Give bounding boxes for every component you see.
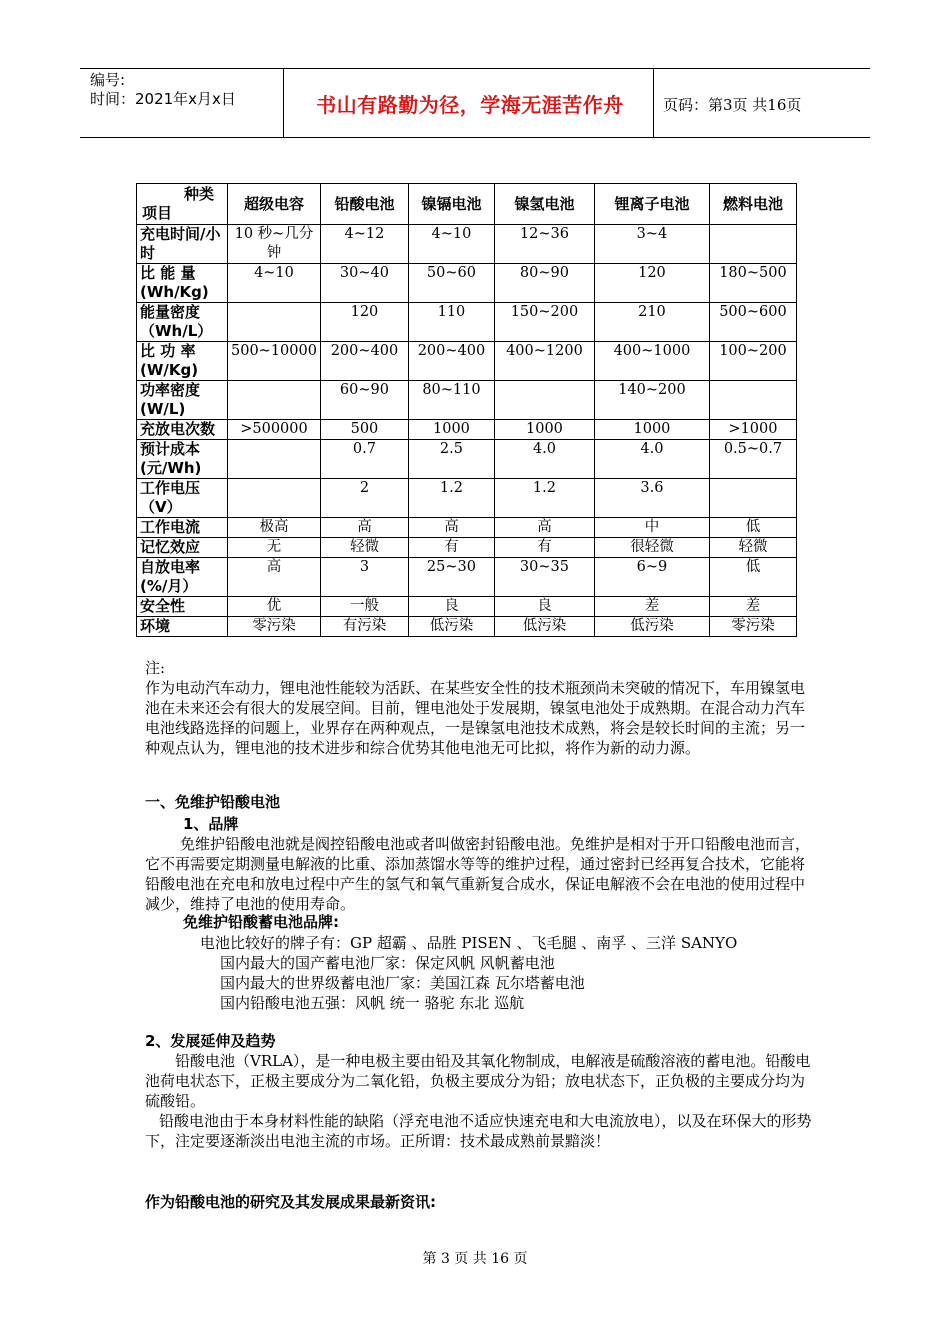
page-header — [80, 68, 870, 138]
table-cell: 500 — [320, 420, 408, 440]
row-label: 比 功 率 (W/Kg) — [137, 342, 228, 381]
table-row — [137, 538, 797, 558]
corner-top-label: 种类 — [183, 185, 214, 203]
table-cell: 25~30 — [408, 558, 494, 597]
row-label: 比 能 量 (Wh/Kg) — [137, 264, 228, 303]
table-cell: 200~400 — [320, 342, 408, 381]
column-header: 铅酸电池 — [320, 184, 408, 225]
table-cell: 低 — [709, 518, 796, 538]
table-cell: 低污染 — [594, 617, 709, 637]
column-header: 燃料电池 — [709, 184, 796, 225]
table-cell: 400~1200 — [494, 342, 594, 381]
table-row — [137, 597, 797, 617]
header-number: 编号: — [90, 71, 126, 89]
table-cell: 有 — [408, 538, 494, 558]
table-cell: 150~200 — [494, 303, 594, 342]
section-title: 一、免维护铅酸电池 — [145, 793, 281, 811]
table-cell: 极高 — [228, 518, 321, 538]
table-cell: 很轻微 — [594, 538, 709, 558]
table-cell: 有 — [494, 538, 594, 558]
table-cell: 12~36 — [494, 225, 594, 264]
table-cell: 2.5 — [408, 440, 494, 479]
table-cell — [228, 303, 321, 342]
table-cell: 轻微 — [320, 538, 408, 558]
table-cell: 500~600 — [709, 303, 796, 342]
row-label: 充放电次数 — [137, 420, 228, 440]
table-cell: 3~4 — [594, 225, 709, 264]
table-row — [137, 479, 797, 518]
section-title: 作为铅酸电池的研究及其发展成果最新资讯: — [145, 1193, 437, 1211]
table-cell: 优 — [228, 597, 321, 617]
table-cell: >1000 — [709, 420, 796, 440]
brand-line: 电池比较好的牌子有：GP 超霸 、品胜 PISEN 、飞毛腿 、南孚 、三洋 SANYO — [200, 934, 738, 952]
row-label: 环境 — [137, 617, 228, 637]
table-cell: 4~10 — [408, 225, 494, 264]
table-cell: 0.7 — [320, 440, 408, 479]
table-cell — [228, 381, 321, 420]
table-cell: 4.0 — [594, 440, 709, 479]
column-header: 锂离子电池 — [594, 184, 709, 225]
row-label: 能量密度（Wh/L） — [137, 303, 228, 342]
table-cell: 30~40 — [320, 264, 408, 303]
table-cell: 500~10000 — [228, 342, 321, 381]
table-cell: 零污染 — [709, 617, 796, 637]
table-cell: 中 — [594, 518, 709, 538]
table-header-row — [137, 184, 797, 225]
table-row — [137, 617, 797, 637]
table-cell: 1.2 — [494, 479, 594, 518]
note-label: 注: — [145, 659, 166, 677]
table-cell: 110 — [408, 303, 494, 342]
table-cell: 80~90 — [494, 264, 594, 303]
table-cell: 60~90 — [320, 381, 408, 420]
table-cell: 低污染 — [408, 617, 494, 637]
table-cell: 零污染 — [228, 617, 321, 637]
table-cell: 差 — [594, 597, 709, 617]
table-cell — [494, 381, 594, 420]
table-corner-cell — [137, 184, 228, 225]
table-cell: 3 — [320, 558, 408, 597]
table-cell: 2 — [320, 479, 408, 518]
table-cell: 一般 — [320, 597, 408, 617]
page-footer: 第 3 页 共 16 页 — [422, 1251, 528, 1267]
table-cell: 140~200 — [594, 381, 709, 420]
brand-line: 国内最大的世界级蓄电池厂家：美国江森 瓦尔塔蓄电池 — [220, 974, 585, 992]
header-divider — [283, 69, 284, 137]
table-cell: 低 — [709, 558, 796, 597]
table-row — [137, 264, 797, 303]
corner-bottom-label: 项目 — [142, 204, 173, 222]
table-cell: 有污染 — [320, 617, 408, 637]
table-cell: 4.0 — [494, 440, 594, 479]
table-cell: 30~35 — [494, 558, 594, 597]
table-cell: 低污染 — [494, 617, 594, 637]
brand-line: 国内铅酸电池五强：风帆 统一 骆驼 东北 巡航 — [220, 994, 525, 1012]
table-cell: 1000 — [594, 420, 709, 440]
table-cell — [228, 479, 321, 518]
row-label: 充电时间/小时 — [137, 225, 228, 264]
table-cell: 1000 — [408, 420, 494, 440]
table-cell — [709, 381, 796, 420]
table-cell: 高 — [494, 518, 594, 538]
row-label: 工作电流 — [137, 518, 228, 538]
table-cell: 180~500 — [709, 264, 796, 303]
table-row — [137, 303, 797, 342]
table-cell: 10 秒~几分钟 — [228, 225, 321, 264]
table-cell: 3.6 — [594, 479, 709, 518]
table-cell: 6~9 — [594, 558, 709, 597]
row-label: 安全性 — [137, 597, 228, 617]
table-row — [137, 440, 797, 479]
table-cell: 50~60 — [408, 264, 494, 303]
table-cell: 120 — [320, 303, 408, 342]
table-row — [137, 381, 797, 420]
table-row — [137, 558, 797, 597]
table-cell: 4~12 — [320, 225, 408, 264]
row-label: 自放电率 (%/月） — [137, 558, 228, 597]
table-cell: 差 — [709, 597, 796, 617]
table-cell: 良 — [494, 597, 594, 617]
header-motto: 书山有路勤为径，学海无涯苦作舟 — [316, 93, 624, 117]
header-meta — [90, 71, 236, 109]
table-cell — [709, 225, 796, 264]
brand-title: 免维护铅酸蓄电池品牌: — [183, 913, 339, 931]
paragraph: 免维护铅酸电池就是阀控铅酸电池或者叫做密封铅酸电池。免维护是相对于开口铅酸电池而言，它不再需要定期测量电解液的比重、添加蒸馏水等等的维护过程，通过密封已经再复合技术，它能将铅酸电池在充电和放电过程中产生的氢气和氧气重新复合成水，保证电解液不会在电池的使用过程中减少，维持了电池的使用寿命。 — [145, 835, 811, 913]
column-header: 超级电容 — [228, 184, 321, 225]
header-divider — [653, 69, 654, 137]
table-cell: >500000 — [228, 420, 321, 440]
table-cell — [228, 440, 321, 479]
table-cell: 高 — [320, 518, 408, 538]
note-block — [145, 658, 815, 758]
row-label: 记忆效应 — [137, 538, 228, 558]
table-cell: 高 — [408, 518, 494, 538]
paragraph: 铅酸电池（VRLA），是一种电极主要由铅及其氧化物制成，电解液是硫酸溶液的蓄电池。铅酸电池荷电状态下，正极主要成分为二氧化铅，负极主要成分为铅；放电状态下，正负极的主要成分均为硫酸铅。 — [145, 1052, 811, 1110]
table-cell: 210 — [594, 303, 709, 342]
table-cell: 4~10 — [228, 264, 321, 303]
table-cell: 80~110 — [408, 381, 494, 420]
table-cell: 高 — [228, 558, 321, 597]
table-cell: 200~400 — [408, 342, 494, 381]
paragraph: 铅酸电池由于本身材料性能的缺陷（浮充电池不适应快速充电和大电流放电），以及在环保大的形势下，注定要逐渐淡出电池主流的市场。正所谓：技术最成熟前景黯淡！ — [145, 1112, 812, 1150]
column-header: 镍镉电池 — [408, 184, 494, 225]
table-cell: 1000 — [494, 420, 594, 440]
table-cell: 0.5~0.7 — [709, 440, 796, 479]
subsection-title: 1、品牌 — [183, 815, 239, 833]
subsection-title: 2、发展延伸及趋势 — [145, 1032, 276, 1050]
brand-line: 国内最大的国产蓄电池厂家：保定风帆 风帆蓄电池 — [220, 954, 555, 972]
row-label: 功率密度 (W/L) — [137, 381, 228, 420]
table-cell: 1.2 — [408, 479, 494, 518]
table-cell: 400~1000 — [594, 342, 709, 381]
column-header: 镍氢电池 — [494, 184, 594, 225]
table-cell: 良 — [408, 597, 494, 617]
table-cell: 无 — [228, 538, 321, 558]
row-label: 预计成本 (元/Wh) — [137, 440, 228, 479]
header-page: 页码：第3页 共16页 — [663, 96, 802, 114]
table-cell: 100~200 — [709, 342, 796, 381]
table-cell: 120 — [594, 264, 709, 303]
table-row — [137, 420, 797, 440]
table-row — [137, 518, 797, 538]
table-cell — [709, 479, 796, 518]
table-row — [137, 342, 797, 381]
table-row — [137, 225, 797, 264]
table-cell: 轻微 — [709, 538, 796, 558]
header-date: 时间：2021年x月x日 — [90, 90, 236, 108]
note-text: 作为电动汽车动力，锂电池性能较为活跃、在某些安全性的技术瓶颈尚未突破的情况下，车用镍氢电池在未来还会有很大的发展空间。目前，锂电池处于发展期，镍氢电池处于成熟期。在混合动力汽车电池线路选择的问题上，业界存在两种观点，一是镍氢电池技术成熟，将会是较长时间的主流；另一种观点认为，锂电池的技术进步和综合优势其他电池无可比拟，将作为新的动力源。 — [145, 679, 806, 757]
row-label: 工作电压 （V） — [137, 479, 228, 518]
battery-comparison-table — [136, 183, 797, 637]
